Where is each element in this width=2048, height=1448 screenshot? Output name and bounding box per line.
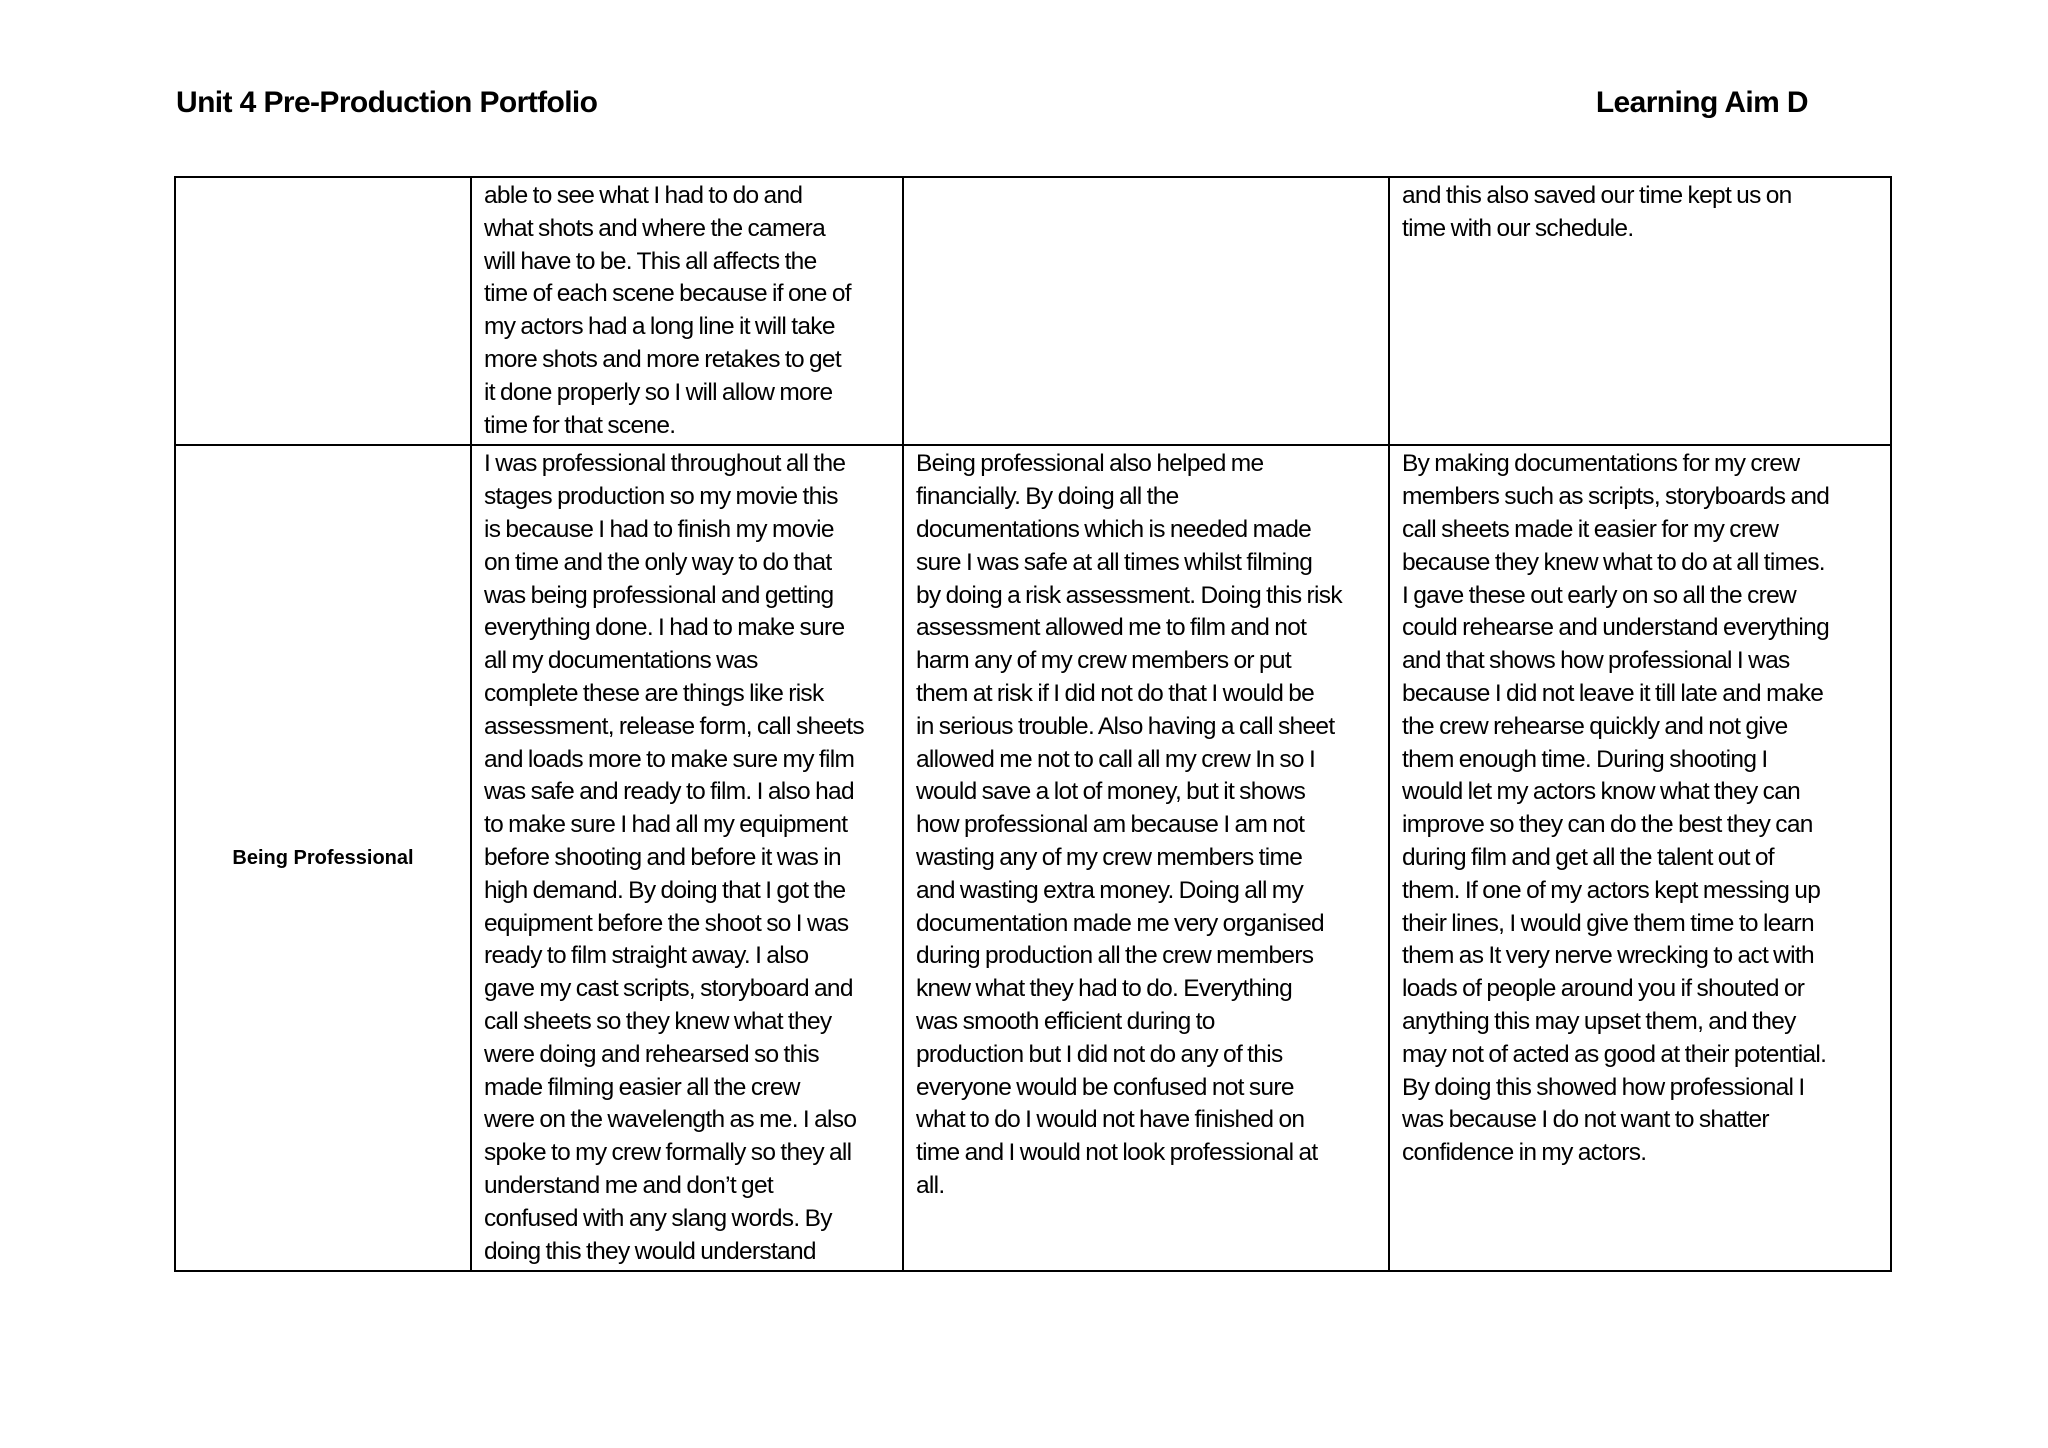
portfolio-table [174,176,1892,1272]
table-row [175,445,1891,1271]
table-cell: and this also saved our time kept us on time with our schedule. [1389,177,1891,445]
row-label-cell: Being Professional [175,445,471,1271]
table-cell: I was professional throughout all the stages production so my movie this is because I had to finish my movie on time and the only way to do that was being professional and getting everything done. I had to make sure all my documentations was complete these are things like risk assessment, release form, call sheets and loads more to make sure my film was safe and ready to film. I also had to make sure I had all my equipment before shooting and before it was in high demand. By doing that I got the equipment before the shoot so I was ready to film straight away. I also gave my cast scripts, storyboard and call sheets so they knew what they were doing and rehearsed so this made filming easier all the crew were on the wavelength as me. I also spoke to my crew formally so they all understand me and don’t get confused with any slang words. By doing this they would understand [471,445,903,1271]
page-title: Unit 4 Pre-Production Portfolio [176,86,598,119]
table-cell: Being professional also helped me financially. By doing all the documentations which is needed made sure I was safe at all times whilst filming by doing a risk assessment. Doing this risk assessment allowed me to film and not harm any of my crew members or put them at risk if I did not do that I would be in serious trouble. Also having a call sheet allowed me not to call all my crew In so I would save a lot of money, but it shows how professional am because I am not wasting any of my crew members time and wasting extra money. Doing all my documentation made me very organised during production all the crew members knew what they had to do. Everything was smooth efficient during to production but I did not do any of this everyone would be confused not sure what to do I would not have finished on time and I would not look professional at all. [903,445,1389,1271]
learning-aim-label: Learning Aim D [1595,86,1808,119]
table-cell [903,177,1389,445]
table-row [175,177,1891,445]
table-cell: By making documentations for my crew members such as scripts, storyboards and call sheets made it easier for my crew because they knew what to do at all times. I gave these out early on so all the crew could rehearse and understand everything and that shows how professional I was because I did not leave it till late and make the crew rehearse quickly and not give them enough time. During shooting I would let my actors know what they can improve so they can do the best they can during film and get all the talent out of them. If one of my actors kept messing up their lines, I would give them time to learn them as It very nerve wrecking to act with loads of people around you if shouted or anything this may upset them, and they may not of acted as good at their potential. By doing this showed how professional I was because I do not want to shatter confidence in my actors. [1389,445,1891,1271]
row-label-cell [175,177,471,445]
page-header [176,86,1808,130]
table-cell: able to see what I had to do and what shots and where the camera will have to be. This all affects the time of each scene because if one of my actors had a long line it will take more shots and more retakes to get it done properly so I will allow more time for that scene. [471,177,903,445]
